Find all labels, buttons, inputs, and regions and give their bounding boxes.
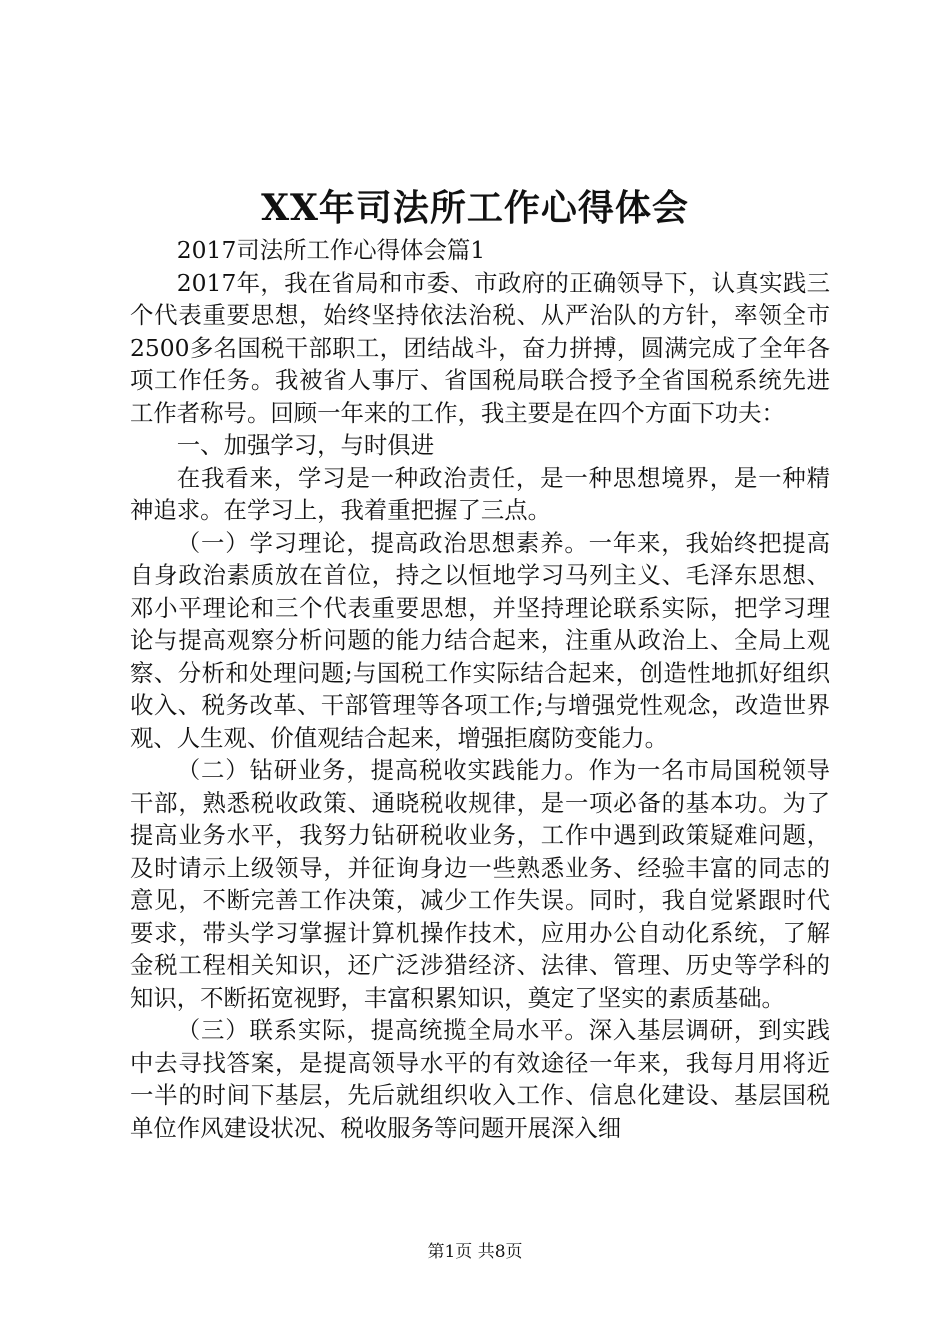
document-title: XX年司法所工作心得体会	[261, 187, 689, 229]
section-heading: 一、加强学习，与时俱进	[176, 431, 435, 459]
page-footer: 第1页 共8页	[427, 1242, 523, 1262]
paragraph: （二）钻研业务，提高税收实践能力。作为一名市局国税领导干部，熟悉税收政策、通晓税收规律，是一项必备的基本功。为了提高业务水平，我努力钻研税收业务，工作中遇到政策疑难问题，及时请示上级领导，并征询身边一些熟悉业务、经验丰富的同志的意见，不断完善工作决策，减少工作失误。同时，我自觉紧跟时代要求，带头学习掌握计算机操作技术，应用办公自动化系统，了解金税工程相关知识，还广泛涉猎经济、法律、管理、历史等学科的知识，不断拓宽视野，丰富积累知识，奠定了坚实的素质基础。	[130, 756, 830, 1012]
paragraph: （一）学习理论，提高政治思想素养。一年来，我始终把提高自身政治素质放在首位，持之以恒地学习马列主义、毛泽东思想、邓小平理论和三个代表重要思想，并坚持理论联系实际，把学习理论与提高观察分析问题的能力结合起来，注重从政治上、全局上观察、分析和处理问题;与国税工作实际结合起来，创造性地抓好组织收入、税务改革、干部管理等各项工作;与增强党性观念，改造世界观、人生观、价值观结合起来，增强拒腐防变能力。	[130, 528, 830, 752]
paragraph: 2017年，我在省局和市委、市政府的正确领导下，认真实践三个代表重要思想，始终坚持依法治税、从严治队的方针，率领全市2500多名国税干部职工，团结战斗，奋力拼搏，圆满完成了全年各项工作任务。我被省人事厅、省国税局联合授予全省国税系统先进工作者称号。回顾一年来的工作，我主要是在四个方面下功夫：	[130, 268, 830, 427]
document-body	[130, 234, 830, 1144]
paragraph: 在我看来，学习是一种政治责任，是一种思想境界，是一种精神追求。在学习上，我着重把握了三点。	[130, 463, 830, 524]
paragraph: （三）联系实际，提高统揽全局水平。深入基层调研，到实践中去寻找答案，是提高领导水平的有效途径一年来，我每月用将近一半的时间下基层，先后就组织收入工作、信息化建设、基层国税单位作风建设状况、税收服务等问题开展深入细	[130, 1016, 830, 1142]
paragraph-heading: 2017司法所工作心得体会篇1	[176, 236, 486, 264]
